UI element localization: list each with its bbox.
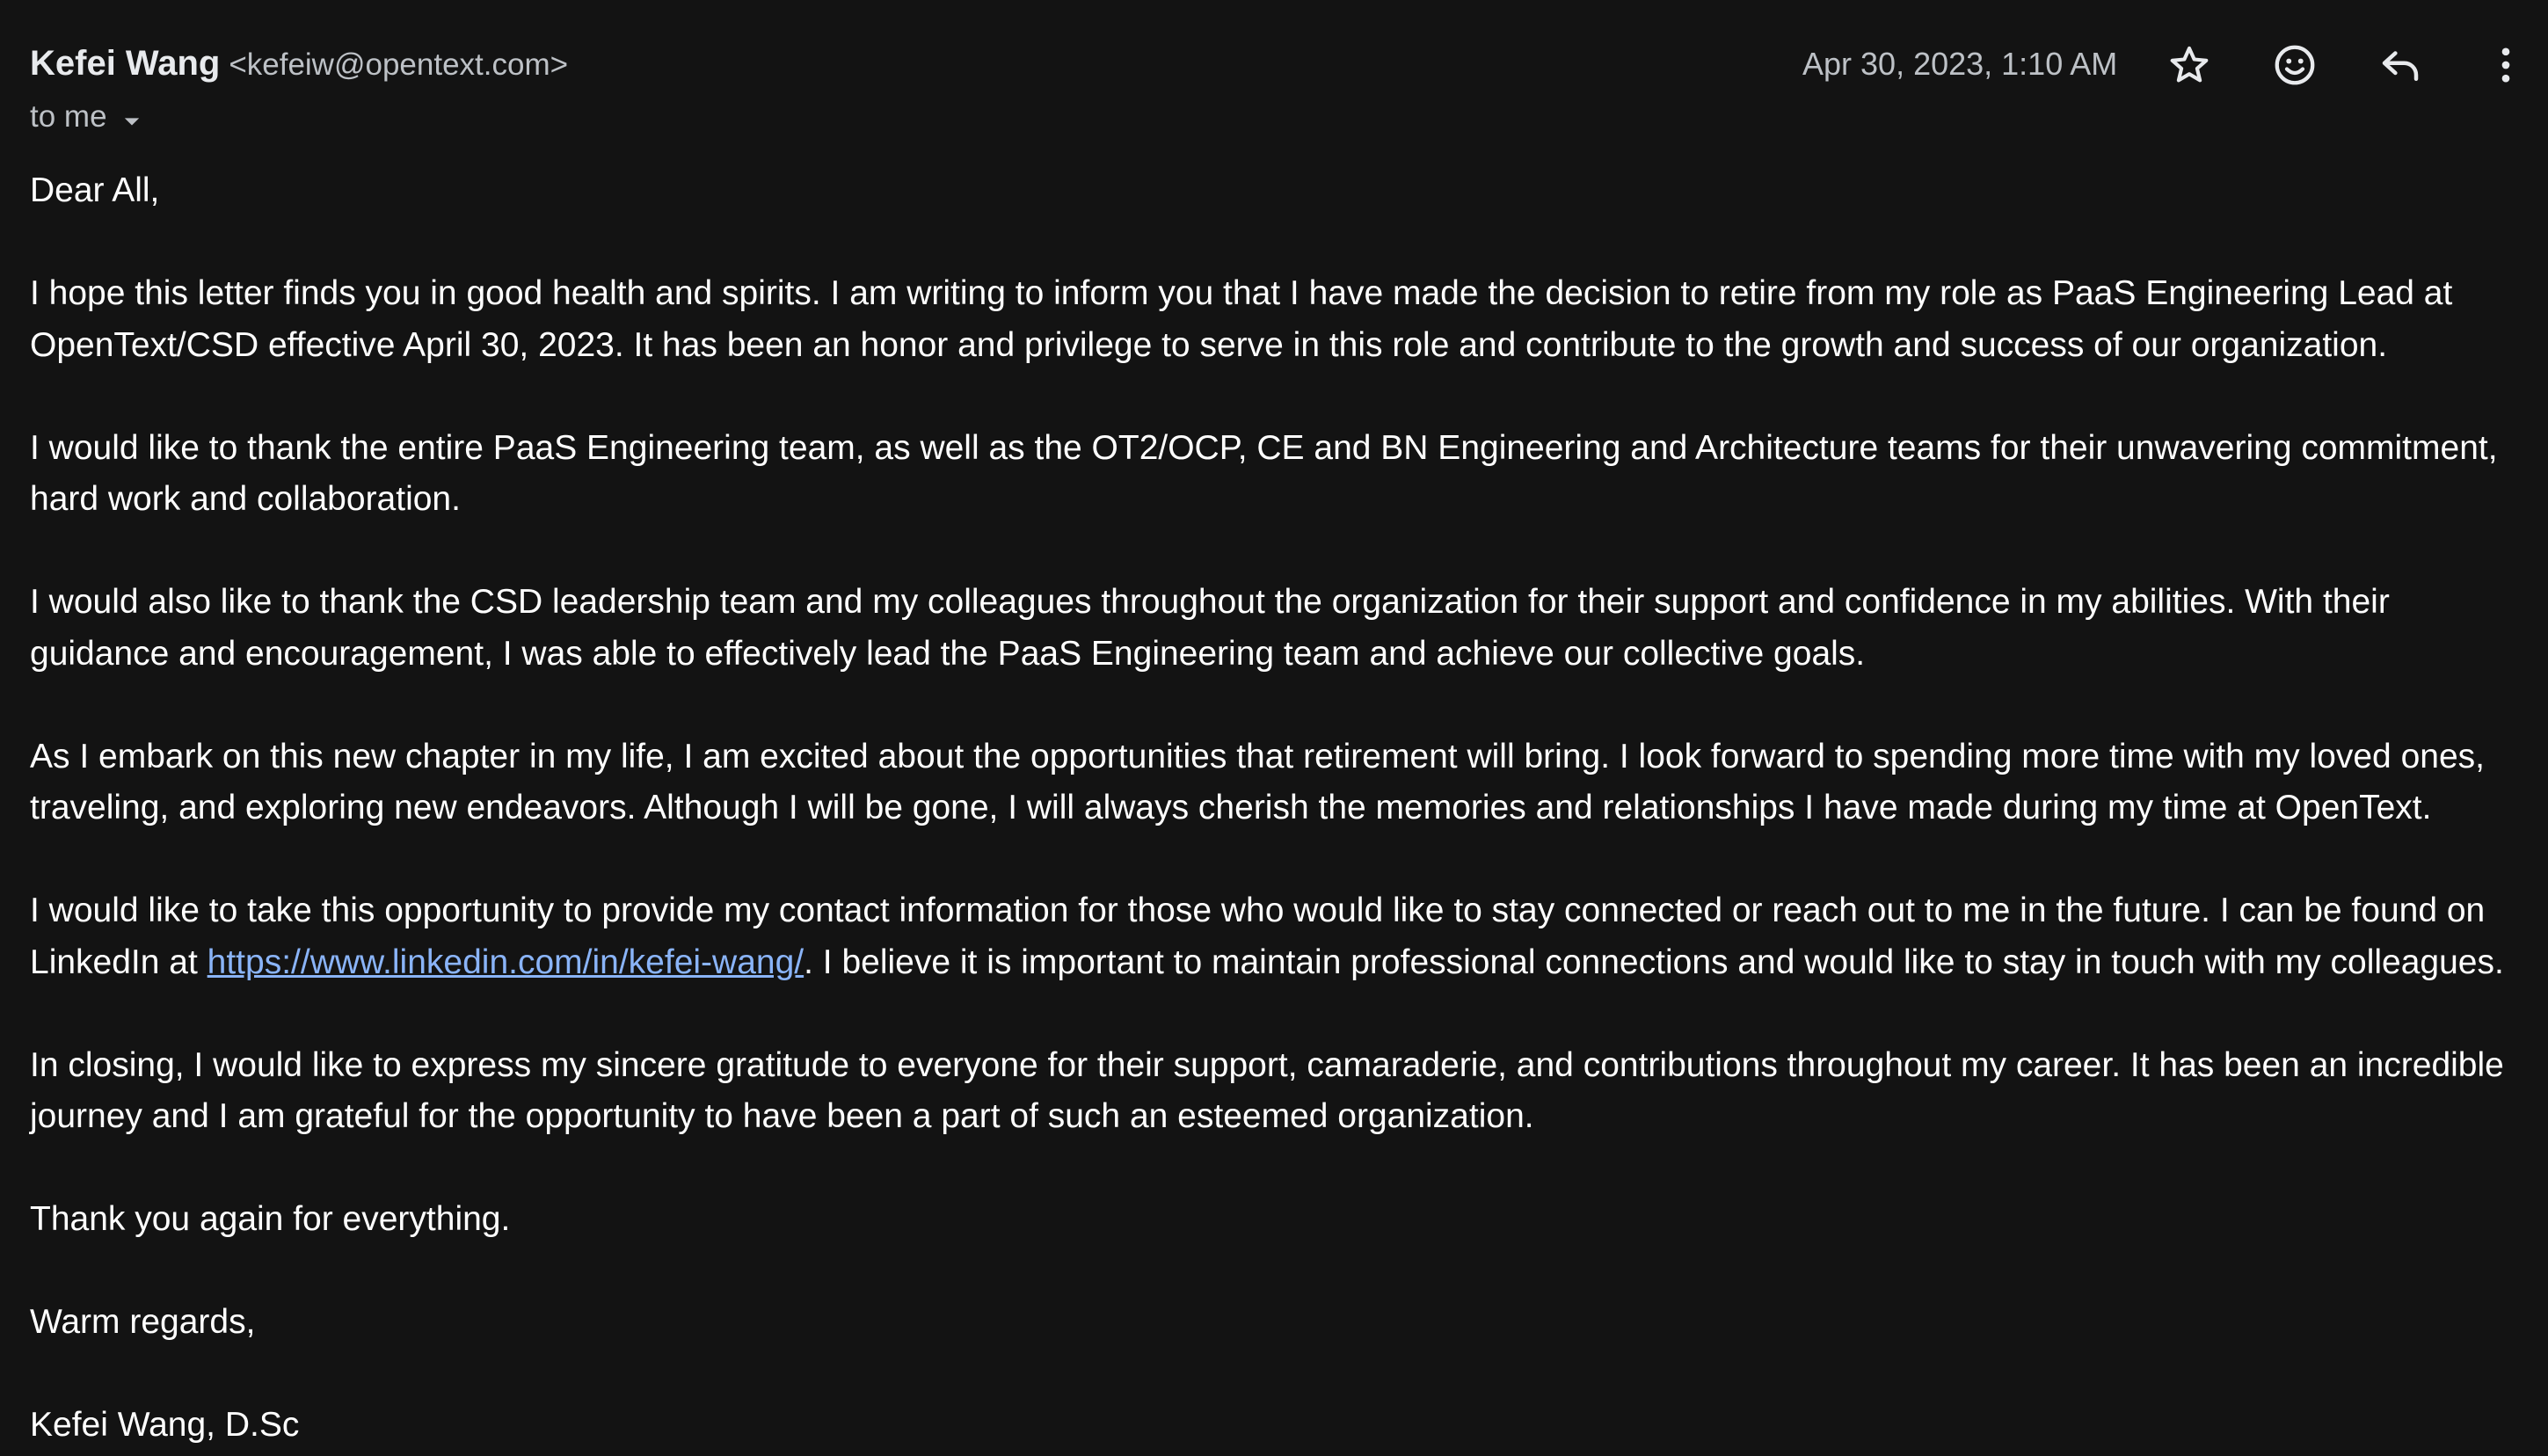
more-vert-icon xyxy=(2483,42,2529,88)
message-header xyxy=(30,33,2548,148)
star-button[interactable] xyxy=(2161,37,2217,93)
recipient-label: to me xyxy=(30,99,107,134)
reply-icon xyxy=(2377,41,2424,89)
contact-text: I would like to take this opportunity to provide my contact information for those who would like to stay connected or reach out to me in the future. I can be found on LinkedIn at xyxy=(30,892,2486,981)
greeting: Dear All, xyxy=(30,171,160,209)
message-body xyxy=(30,165,2523,1452)
recipient-details-toggle[interactable] xyxy=(30,97,144,137)
sender-name[interactable]: Kefei Wang xyxy=(30,44,221,83)
sender-line xyxy=(30,40,568,94)
add-reaction-button[interactable] xyxy=(2267,37,2323,93)
star-icon xyxy=(2166,42,2212,88)
message-date: Apr 30, 2023, 1:10 AM xyxy=(1802,46,2118,82)
signature: Kefei Wang, D.Sc xyxy=(30,1406,300,1444)
paragraph-retirement: I hope this letter finds you in good health and spirits. I am writing to inform you that I have made the decision to retire from my role as PaaS Engineering Lead at OpenText/CSD effective April 30, 2023. It has been an honor and privilege to serve in this role and contribute to the growth and success of our organization. xyxy=(30,274,2453,364)
closing: Warm regards, xyxy=(30,1303,256,1341)
contact-text-after: . I believe it is important to maintain professional connections and would like to stay in touch with my colleagues. xyxy=(804,943,2504,981)
reply-button[interactable] xyxy=(2372,37,2428,93)
more-options-button[interactable] xyxy=(2478,37,2534,93)
emoji-icon xyxy=(2271,41,2319,89)
sender-email: <kefeiw@opentext.com> xyxy=(229,47,569,82)
chevron-down-icon[interactable] xyxy=(120,105,144,129)
paragraph-thanks-leadership: I would also like to thank the CSD leadership team and my colleagues throughout the organization for their support and confidence in my abilities. With their guidance and encouragement, I was able to effectively lead the PaaS Engineering team and achieve our collective goals. xyxy=(30,583,2390,673)
paragraph-new-chapter: As I embark on this new chapter in my life, I am excited about the opportunities that retirement will bring. I look forward to spending more time with my loved ones, traveling, and exploring new endeavors. Although I will be gone, I will always cherish the memories and relationships I have made during my time at OpenText. xyxy=(30,737,2485,826)
paragraph-contact xyxy=(30,885,2523,988)
paragraph-thank-you: Thank you again for everything. xyxy=(30,1200,511,1238)
linkedin-link[interactable]: https://www.linkedin.com/in/kefei-wang/ xyxy=(207,943,804,981)
paragraph-thanks-team: I would like to thank the entire PaaS Engineering team, as well as the OT2/OCP, CE and BN Engineering and Architecture teams for their unwavering commitment, hard work and collaboration. xyxy=(30,428,2498,518)
paragraph-closing: In closing, I would like to express my sincere gratitude to everyone for their support, camaraderie, and contributions throughout my career. It has been an incredible journey and I am grateful for the opportunity to have been a part of such an esteemed organization. xyxy=(30,1045,2504,1135)
